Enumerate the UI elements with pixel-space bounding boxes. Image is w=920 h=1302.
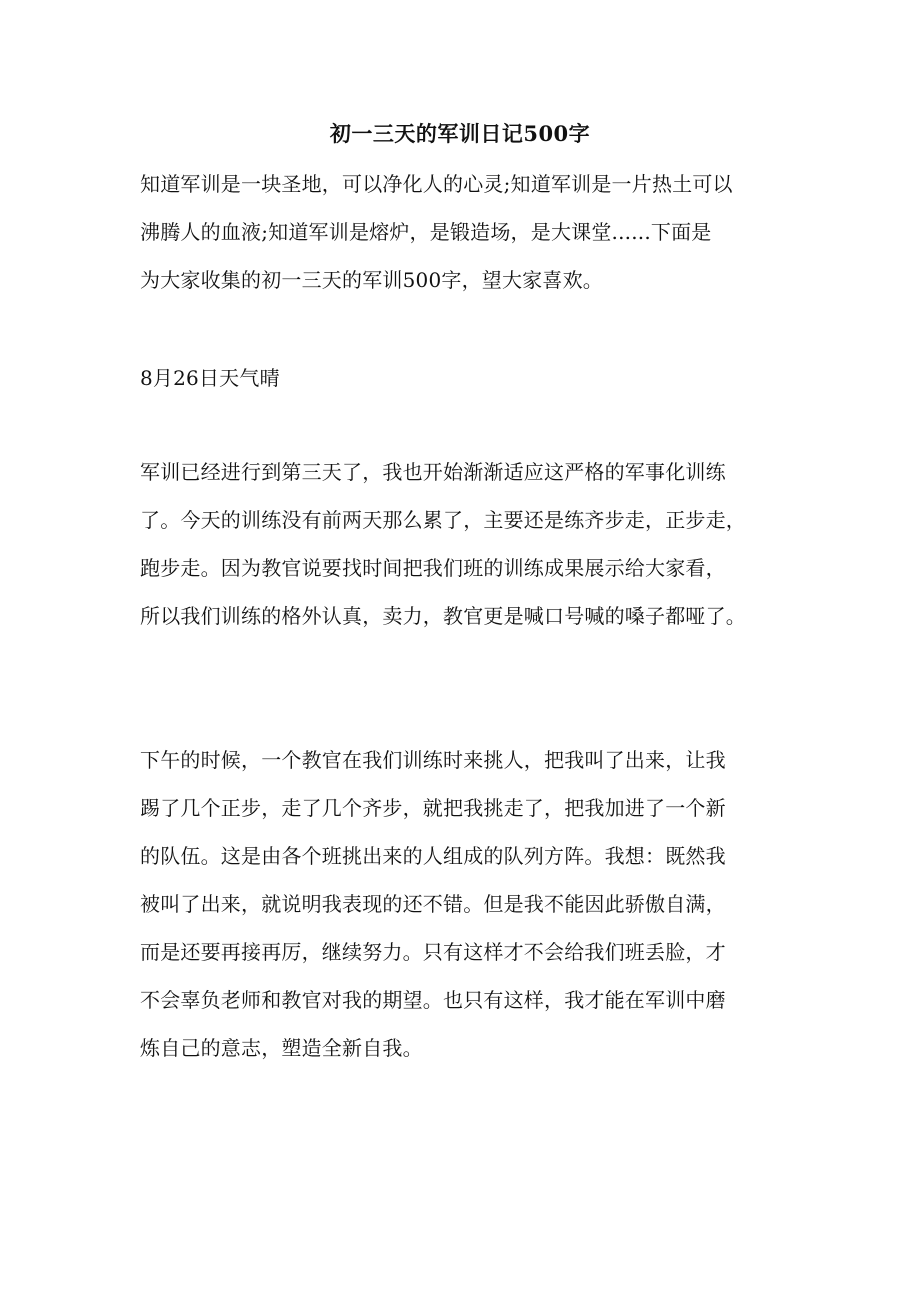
paragraph-line: 而是还要再接再厉，继续努力。只有这样才不会给我们班丢脸，才 xyxy=(140,940,726,964)
intro-line: 沸腾人的血液;知道军训是熔炉，是锻造场，是大课堂......下面是 xyxy=(140,220,712,244)
paragraph-line: 踢了几个正步，走了几个齐步，就把我挑走了，把我加进了一个新 xyxy=(140,796,726,820)
paragraph-line: 被叫了出来，就说明我表现的还不错。但是我不能因此骄傲自满， xyxy=(140,892,726,916)
intro-line: 为大家收集的初一三天的军训500字，望大家喜欢。 xyxy=(140,268,603,292)
paragraph-line: 炼自己的意志，塑造全新自我。 xyxy=(140,1036,423,1060)
paragraph-line: 不会辜负老师和教官对我的期望。也只有这样，我才能在军训中磨 xyxy=(140,988,726,1012)
paragraph-line: 跑步走。因为教官说要找时间把我们班的训练成果展示给大家看， xyxy=(140,556,726,580)
document-title: 初一三天的军训日记500字 xyxy=(329,121,591,146)
paragraph-line: 下午的时候，一个教官在我们训练时来挑人，把我叫了出来，让我 xyxy=(140,748,726,772)
intro-line: 知道军训是一块圣地，可以净化人的心灵;知道军训是一片热土可以 xyxy=(140,172,733,196)
paragraph-line: 所以我们训练的格外认真，卖力，教官更是喊口号喊的嗓子都哑了。 xyxy=(140,604,746,628)
paragraph-line: 军训已经进行到第三天了，我也开始渐渐适应这严格的军事化训练 xyxy=(140,460,726,484)
paragraph-line: 了。今天的训练没有前两天那么累了，主要还是练齐步走，正步走， xyxy=(140,508,746,532)
paragraph-line: 的队伍。这是由各个班挑出来的人组成的队列方阵。我想：既然我 xyxy=(140,844,726,868)
diary-date-line: 8月26日天气晴 xyxy=(140,366,280,390)
